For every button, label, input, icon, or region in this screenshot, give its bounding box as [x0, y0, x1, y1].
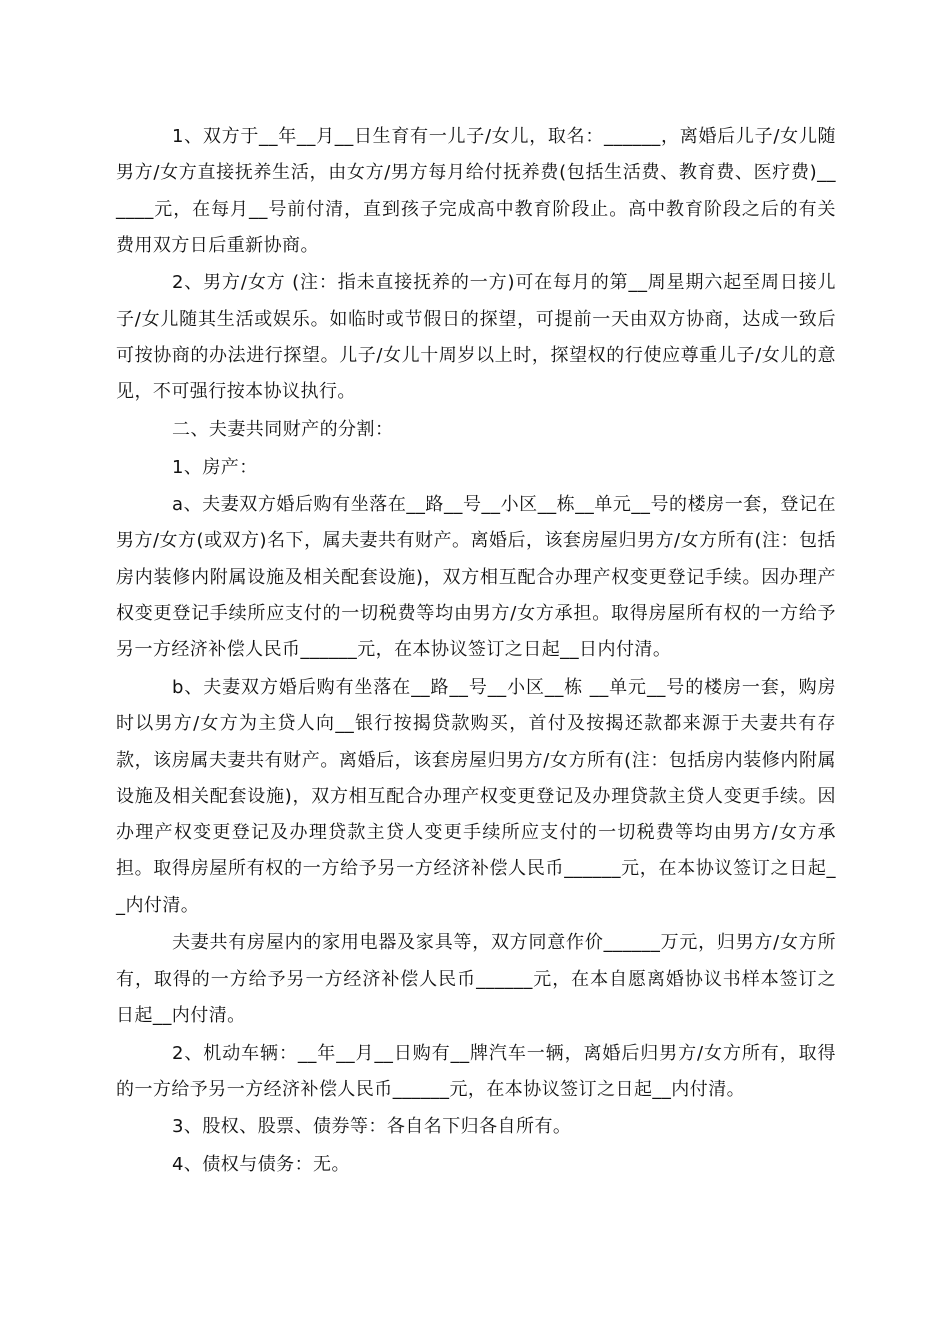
paragraph-house-a: a、夫妻双方婚后购有坐落在__路__号__小区__栋__单元__号的楼房一套，登记在男方/女方(或双方)名下，属夫妻共有财产。离婚后，该套房屋归男方/女方所有(注：包括房内装修内附属设施及相关配套设施)，双方相互配合办理产权变更登记手续。因办理产权变更登记手续所应支付的一切税费等均由男方/女方承担。取得房屋所有权的一方给予另一方经济补偿人民币______元，在本协议签订之日起__日内付清。: [116, 494, 836, 661]
paragraph-appliances-furniture: 夫妻共有房屋内的家用电器及家具等，双方同意作价______万元，归男方/女方所有，取得的一方给予另一方经济补偿人民币______元，在本自愿离婚协议书样本签订之日起__内付清。: [116, 932, 836, 1026]
paragraph-stocks-bonds: 3、股权、股票、债券等：各自名下归各自所有。: [172, 1116, 572, 1138]
document-body: [116, 119, 836, 1185]
paragraph-house-b: b、夫妻双方婚后购有坐落在__路__号__小区__栋 __单元__号的楼房一套，购房时以男方/女方为主贷人向__银行按揭贷款购买，首付及按揭还款都来源于夫妻共有存款，该房属夫妻共有财产。离婚后，该套房屋归男方/女方所有(注：包括房内装修内附属设施及相关配套设施)，双方相互配合办理产权变更登记及办理贷款主贷人变更手续。因办理产权变更登记及办理贷款主贷人变更手续所应支付的一切税费等均由男方/女方承担。取得房屋所有权的一方给予另一方经济补偿人民币______元，在本协议签订之日起__内付清。: [116, 676, 836, 916]
paragraph-child-support: 1、双方于__年__月__日生育有一儿子/女儿，取名：______，离婚后儿子/女儿随男方/女方直接抚养生活，由女方/男方每月给付抚养费(包括生活费、教育费、医疗费)______元，在每月__号前付清，直到孩子完成高中教育阶段止。高中教育阶段之后的有关费用双方日后重新协商。: [116, 126, 836, 256]
paragraph-debts: 4、债权与债务：无。: [172, 1153, 350, 1175]
paragraph-motor-vehicle: 2、机动车辆：__年__月__日购有__牌汽车一辆，离婚后归男方/女方所有，取得的一方给予另一方经济补偿人民币______元，在本协议签订之日起__内付清。: [116, 1042, 836, 1100]
section-heading-property-division: 二、夫妻共同财产的分割：: [172, 418, 394, 440]
subsection-heading-real-estate: 1、房产：: [172, 456, 258, 478]
paragraph-visitation-rights: 2、男方/女方 (注：指未直接抚养的一方)可在每月的第__周星期六起至周日接儿子/女儿随其生活或娱乐。如临时或节假日的探望，可提前一天由双方协商，达成一致后可按协商的办法进行探望。儿子/女儿十周岁以上时，探望权的行使应尊重儿子/女儿的意见，不可强行按本协议执行。: [116, 272, 836, 403]
